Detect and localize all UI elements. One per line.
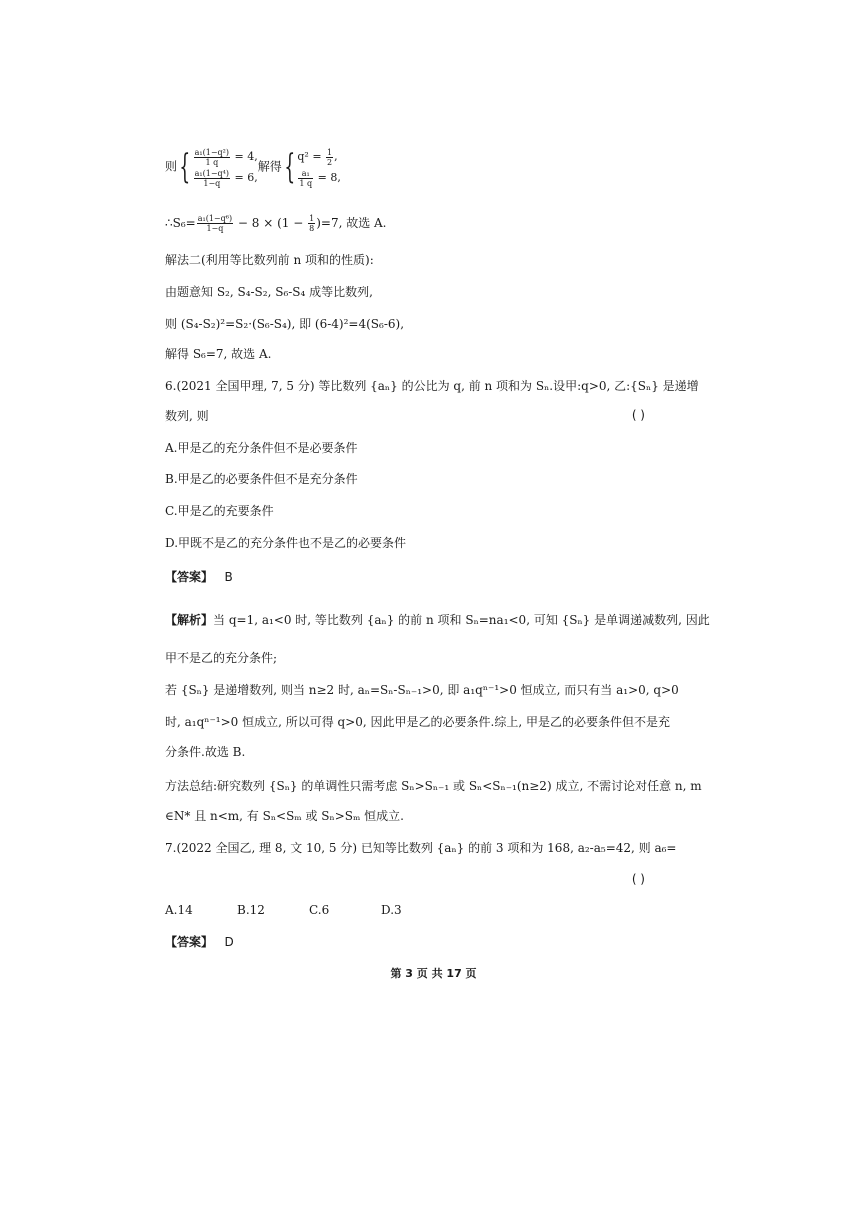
- left-brace: {: [284, 147, 295, 187]
- analysis-tag: 【解析】: [165, 613, 214, 627]
- system-prefix: 则: [165, 159, 178, 174]
- q6-answer: [165, 569, 233, 585]
- page-footer: 第 3 页 共 17 页: [390, 967, 477, 980]
- q6-summary-line2: ∈N* 且 n<m, 有 Sₙ<Sₘ 或 Sₙ>Sₘ 恒成立.: [165, 809, 404, 823]
- equation-system-line: [165, 146, 341, 188]
- q7-stem-line1: 7.(2022 全国乙, 理 8, 文 10, 5 分) 已知等比数列 {aₙ} 的前 3 项和为 168, a₂-a₅=42, 则 a₆=: [165, 841, 677, 855]
- q6-analysis-line5: 分条件.故选 B.: [165, 745, 246, 759]
- q6-analysis-line4: 时, a₁qⁿ⁻¹>0 恒成立, 所以可得 q>0, 因此甲是乙的必要条件.综上, 甲是乙的必要条件但不是充: [165, 715, 671, 729]
- equation-system: $\frac{\text{a₁(1−q²)}}{1 q}$ = 4, $\frac{\text{a₁(1−q⁴)}}{1-q}$ = 6,: [194, 147, 258, 188]
- q7-answer-paren: ( ): [631, 872, 645, 886]
- q7-option-d: D.3: [381, 903, 402, 917]
- answer-value: B: [224, 570, 233, 584]
- answer-tag: 【答案】: [165, 570, 214, 584]
- q7-option-a: A.14: [165, 903, 193, 917]
- q6-option-a: A.甲是乙的充分条件但不是必要条件: [165, 441, 358, 455]
- answer-tag: 【答案】: [165, 935, 214, 949]
- s6-computation: ∴S₆= $\frac{\text{a₁(1−q⁶)}}{1-q}$ − 8 × (1 − $\frac{1}{8}$ )=7, 故选 A.: [165, 214, 387, 233]
- method2-line3: 解得 S₆=7, 故选 A.: [165, 347, 272, 361]
- q6-option-c: C.甲是乙的充要条件: [165, 504, 274, 518]
- q6-stem-line1: 6.(2021 全国甲理, 7, 5 分) 等比数列 {aₙ} 的公比为 q, 前 n 项和为 Sₙ.设甲:q>0, 乙:{Sₙ} 是递增: [165, 379, 699, 393]
- q6-analysis-line2: 甲不是乙的充分条件;: [165, 651, 278, 665]
- q6-analysis-line1: 【解析】当 q=1, a₁<0 时, 等比数列 {aₙ} 的前 n 项和 Sₙ=na₁<0, 可知 {Sₙ} 是单调递减数列, 因此: [165, 613, 710, 627]
- left-brace: {: [179, 147, 191, 187]
- q7-options: [165, 902, 453, 918]
- q6-option-d: D.甲既不是乙的充分条件也不是乙的必要条件: [165, 536, 407, 550]
- q6-option-b: B.甲是乙的必要条件但不是充分条件: [165, 472, 358, 486]
- method2-title: 解法二(利用等比数列前 n 项和的性质):: [165, 253, 374, 267]
- q6-summary-line1: 方法总结:研究数列 {Sₙ} 的单调性只需考虑 Sₙ>Sₙ₋₁ 或 Sₙ<Sₙ₋₁(n≥2) 成立, 不需讨论对任意 n, m: [165, 779, 702, 793]
- answer-value: D: [224, 935, 234, 949]
- q6-stem-line2: 数列, 则: [165, 409, 209, 423]
- solution-system: q² = $\frac{1}{2}$ , $\frac{\text{a₁}}{1 q}$ = 8,: [297, 147, 341, 188]
- q7-answer: [165, 934, 234, 950]
- method2-line2: 则 (S₄-S₂)²=S₂·(S₆-S₄), 即 (6-4)²=4(S₆-6),: [165, 317, 405, 331]
- q7-option-b: B.12: [237, 903, 265, 917]
- q6-analysis-line3: 若 {Sₙ} 是递增数列, 则当 n≥2 时, aₙ=Sₙ-Sₙ₋₁>0, 即 a₁qⁿ⁻¹>0 恒成立, 而只有当 a₁>0, q>0: [165, 683, 679, 697]
- q6-answer-paren: ( ): [631, 408, 645, 422]
- q7-option-c: C.6: [309, 903, 330, 917]
- method2-line1: 由题意知 S₂, S₄-S₂, S₆-S₄ 成等比数列,: [165, 285, 373, 299]
- solve-word: 解得: [257, 159, 282, 174]
